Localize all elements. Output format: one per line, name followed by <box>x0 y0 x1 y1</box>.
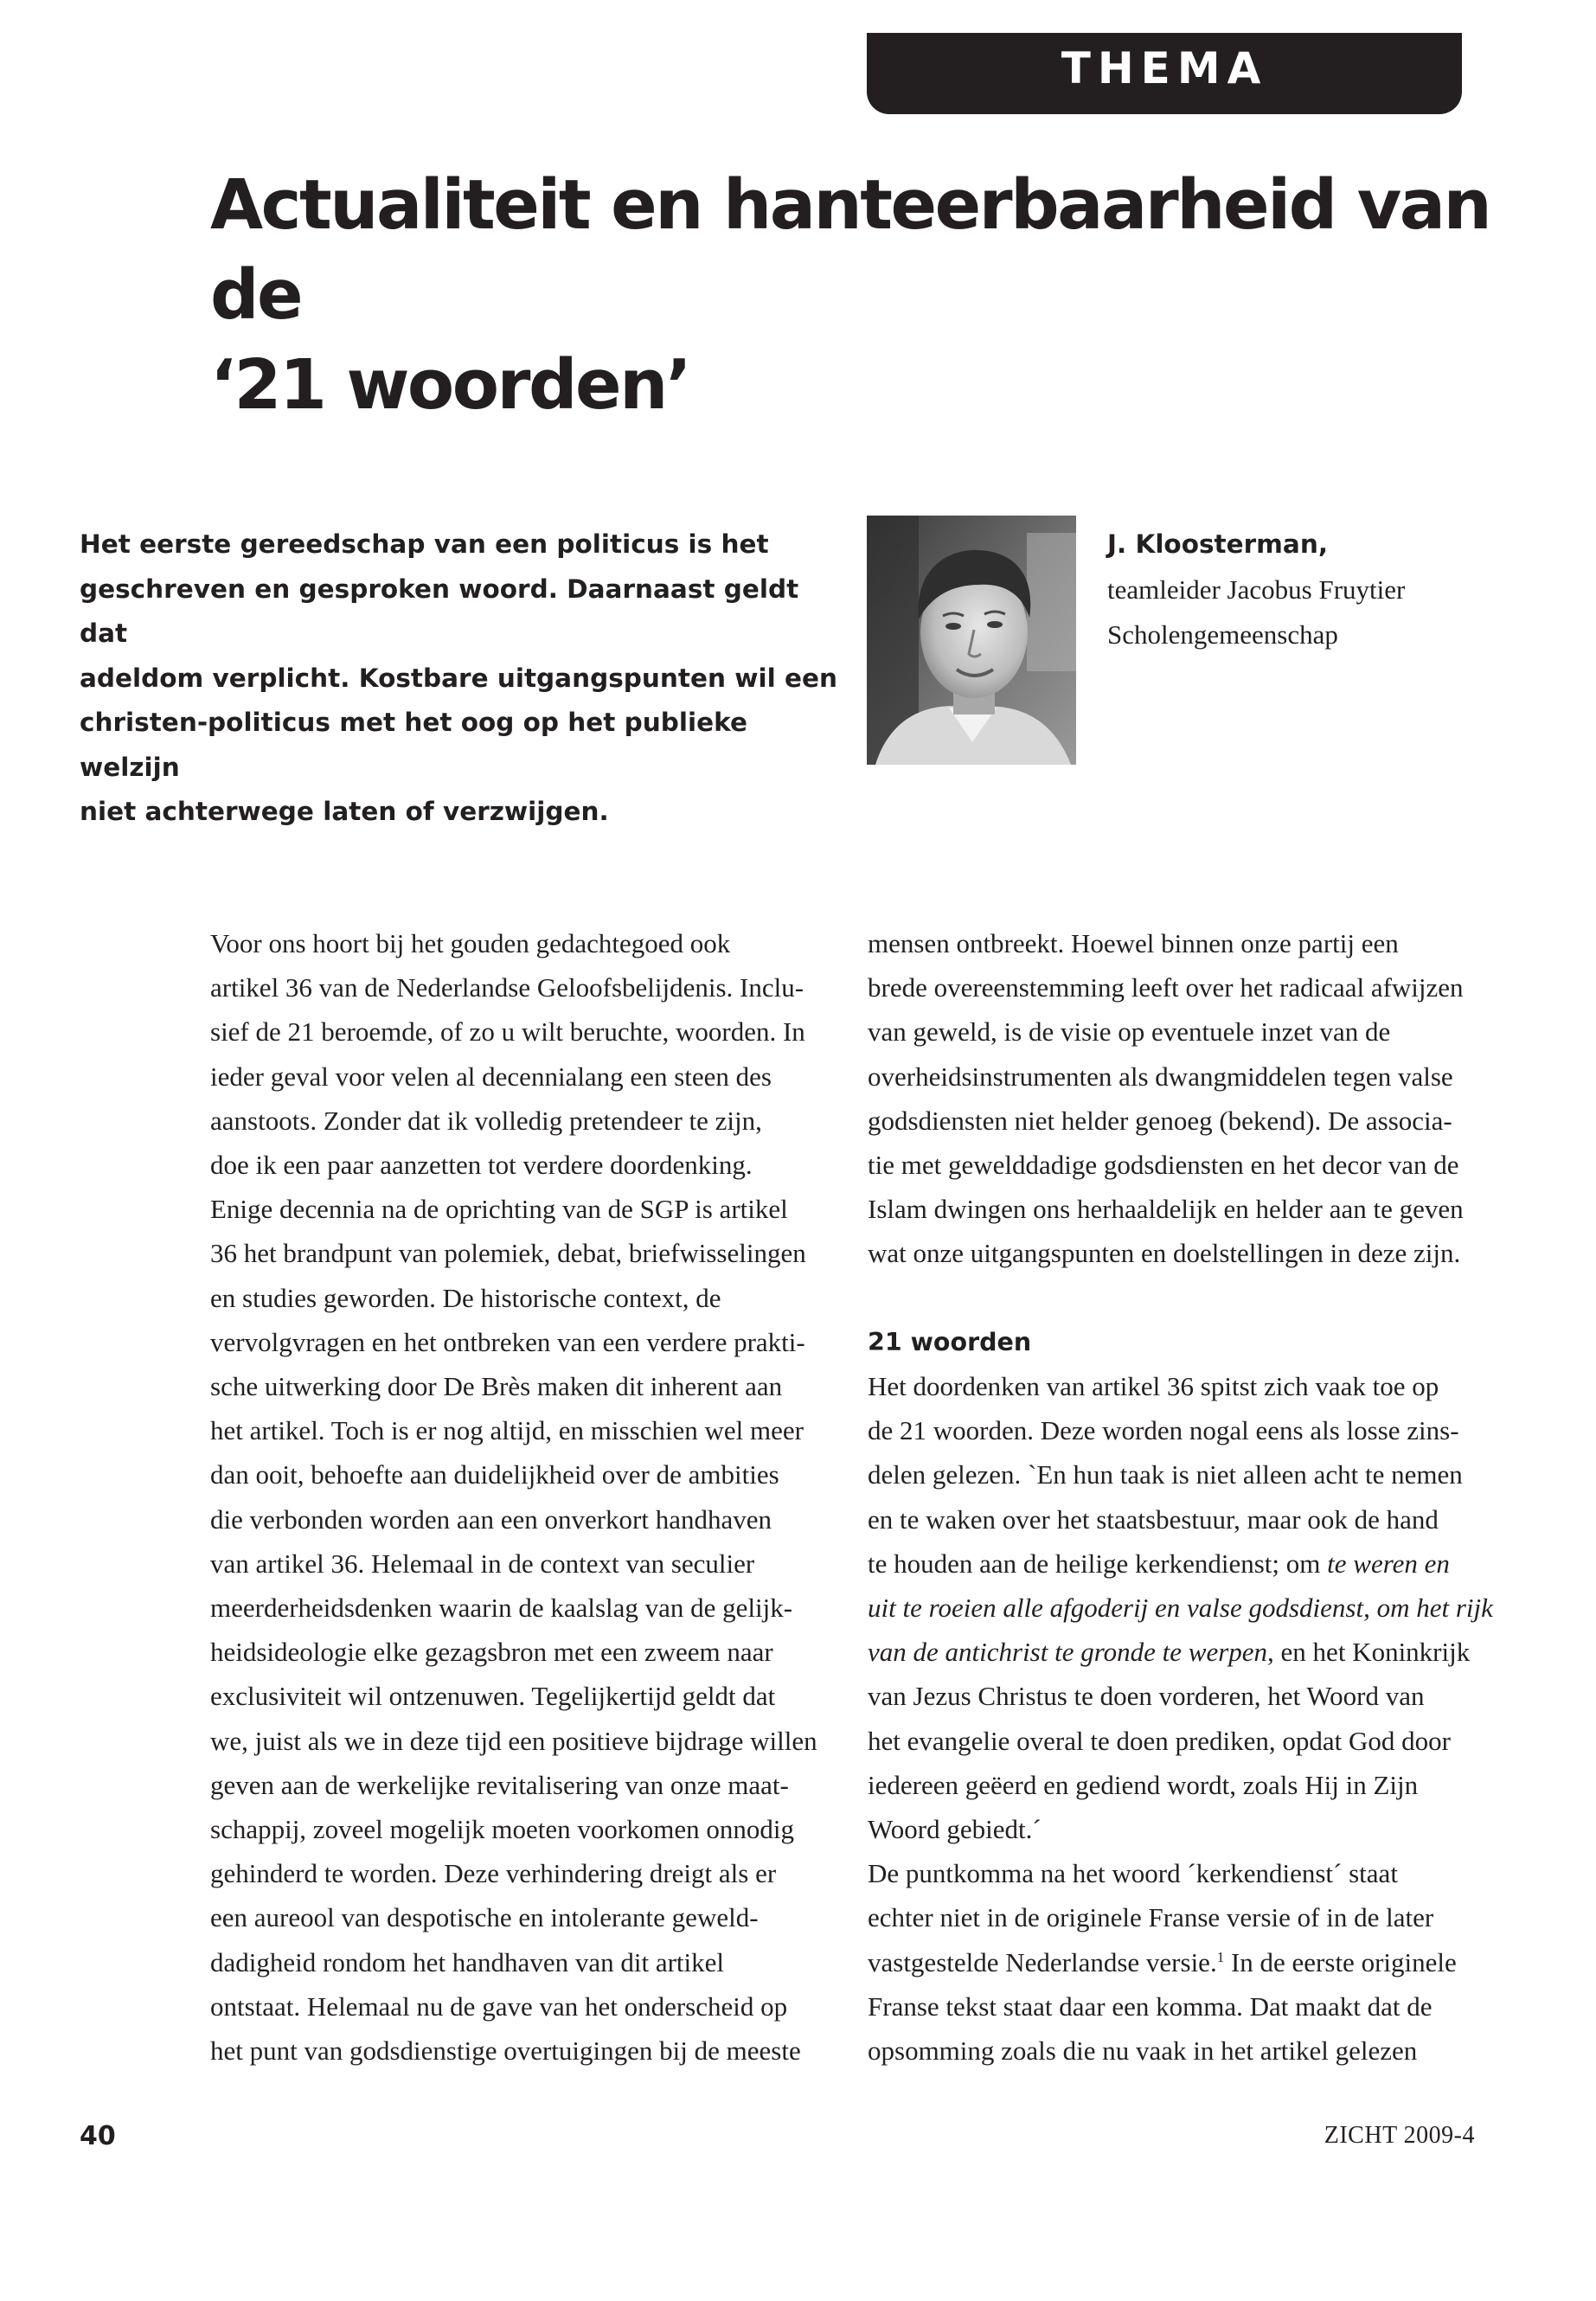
title-line-2: ‘21 woorden’ <box>210 345 690 425</box>
author-role-line: Scholengemeenschap <box>1107 619 1338 650</box>
body-line: delen gelezen. `En hun taak is niet alleen acht te nemen <box>868 1459 1463 1490</box>
body-line: Voor ons hoort bij het gouden gedachtegoed ook <box>210 928 731 958</box>
lead-paragraph <box>80 522 841 835</box>
author-photo <box>867 516 1076 765</box>
article-title <box>210 160 1490 430</box>
body-text: vastgestelde Nederlandse versie. <box>868 1946 1217 1977</box>
body-text: In de eerste originele <box>1224 1946 1457 1977</box>
author-name: J. Kloosterman, <box>1107 529 1329 559</box>
body-line: en studies geworden. De historische context, de <box>210 1282 721 1313</box>
body-line: de 21 woorden. Deze worden nogal eens als losse zins- <box>868 1415 1459 1446</box>
lead-line: christen-politicus met het oog op het publieke welzijn <box>80 708 747 782</box>
body-line: tie met gewelddadige godsdiensten en het decor van de <box>868 1150 1459 1181</box>
body-line: brede overeenstemming leeft over het radicaal afwijzen <box>868 972 1464 1003</box>
body-text: , en het Koninkrijk <box>1267 1637 1471 1668</box>
body-line: Franse tekst staat daar een komma. Dat maakt dat de <box>868 1990 1433 2022</box>
body-line: Islam dwingen ons herhaaldelijk en helder aan te geven <box>868 1194 1464 1225</box>
body-line: exclusiviteit wil ontzenuwen. Tegelijkertijd geldt dat <box>210 1681 776 1712</box>
section-heading: 21 woorden <box>868 1327 1032 1356</box>
body-line: iedereen geëerd en gediend wordt, zoals Hij in Zijn <box>868 1769 1419 1800</box>
quote-italic: te weren en <box>1327 1548 1450 1579</box>
body-line: het evangelie overal te doen prediken, opdat God door <box>868 1725 1452 1756</box>
body-line: wat onze uitgangspunten en doelstellingen in deze zijn. <box>868 1238 1461 1269</box>
body-line: dadigheid rondom het handhaven van dit artikel <box>210 1946 724 1977</box>
body-line: sief de 21 beroemde, of zo u wilt beruchte, woorden. In <box>210 1016 805 1048</box>
body-line: mensen ontbreekt. Hoewel binnen onze partij een <box>868 928 1399 958</box>
author-role <box>1107 567 1471 657</box>
body-line <box>868 1940 1473 1984</box>
body-line: doe ik een paar aanzetten tot verdere doordenking. <box>210 1150 753 1181</box>
body-line: Het doordenken van artikel 36 spitst zich vaak toe op <box>868 1371 1439 1402</box>
body-line: De puntkomma na het woord ´kerkendienst´ staat <box>868 1858 1398 1889</box>
body-line: van artikel 36. Helemaal in de context van seculier <box>210 1548 755 1579</box>
body-line: van Jezus Christus te doen vorderen, het Woord van <box>868 1681 1425 1712</box>
body-line: opsomming zoals die nu vaak in het artikel gelezen <box>868 2035 1418 2067</box>
section-tab: THEMA <box>867 33 1462 114</box>
body-line <box>868 1586 1493 1630</box>
body-line: het artikel. Toch is er nog altijd, en misschien wel meer <box>210 1415 804 1446</box>
body-line: heidsideologie elke gezagsbron met een zweem naar <box>210 1637 773 1668</box>
body-line: godsdiensten niet helder genoeg (bekend). De associa- <box>868 1105 1452 1136</box>
body-line: gehinderd te worden. Deze verhindering dreigt als er <box>210 1858 777 1889</box>
body-line: die verbonden worden aan een onverkort handhaven <box>210 1503 772 1535</box>
body-line: ieder geval voor velen al decennialang een steen des <box>210 1061 772 1092</box>
body-line <box>868 1630 1473 1674</box>
body-line: artikel 36 van de Nederlandse Geloofsbelijdenis. Inclu- <box>210 972 804 1003</box>
body-line: schappij, zoveel mogelijk moeten voorkomen onnodig <box>210 1814 794 1845</box>
body-line: ontstaat. Helemaal nu de gave van het onderscheid op <box>210 1990 788 2022</box>
body-column-left <box>210 921 816 2073</box>
body-line: vervolgvragen en het ontbreken van een verdere prakti- <box>210 1326 805 1357</box>
title-line-1: Actualiteit en hanteerbaarheid van de <box>210 165 1490 335</box>
body-line: dan ooit, behoefte aan duidelijkheid over de ambities <box>210 1459 779 1490</box>
quote-italic: uit te roeien alle afgoderij en valse godsdienst, om het rijk <box>868 1593 1493 1624</box>
body-line: geven aan de werkelijke revitalisering van onze maat- <box>210 1769 789 1800</box>
lead-line: niet achterwege laten of verzwijgen. <box>80 797 609 826</box>
body-line: we, juist als we in deze tijd een positieve bijdrage willen <box>210 1725 817 1756</box>
body-line: van geweld, is de visie op eventuele inzet van de <box>868 1016 1391 1048</box>
body-line: overheidsinstrumenten als dwangmiddelen tegen valse <box>868 1061 1453 1092</box>
body-line: het punt van godsdienstige overtuigingen bij de meeste <box>210 2035 801 2067</box>
footnote-marker[interactable]: 1 <box>1216 1948 1225 1965</box>
body-line: 36 het brandpunt van polemiek, debat, briefwisselingen <box>210 1238 806 1269</box>
author-role-line: teamleider Jacobus Fruytier <box>1107 574 1406 605</box>
body-line: echter niet in de originele Franse versie of in de later <box>868 1902 1434 1933</box>
body-line: meerderheidsdenken waarin de kaalslag van de gelijk- <box>210 1593 793 1624</box>
body-line: aanstoots. Zonder dat ik volledig pretendeer te zijn, <box>210 1105 762 1136</box>
quote-italic: van de antichrist te gronde te werpen <box>868 1637 1268 1668</box>
paragraph-spacer <box>868 1276 1473 1320</box>
page-number: 40 <box>80 2121 116 2151</box>
journal-issue: ZICHT 2009-4 <box>1324 2122 1475 2149</box>
body-line: een aureool van despotische en intolerante geweld- <box>210 1902 759 1933</box>
body-line: en te waken over het staatsbestuur, maar ook de hand <box>868 1503 1439 1535</box>
lead-line: Het eerste gereedschap van een politicus is het <box>80 529 769 559</box>
lead-line: adeldom verplicht. Kostbare uitgangspunten wil een <box>80 663 838 693</box>
lead-line: geschreven en gesproken woord. Daarnaast geldt dat <box>80 574 799 648</box>
body-line <box>868 1541 1473 1586</box>
body-column-right <box>868 921 1493 2073</box>
body-text: te houden aan de heilige kerkendienst; om <box>868 1548 1328 1579</box>
body-line: sche uitwerking door De Brès maken dit inherent aan <box>210 1371 783 1402</box>
body-line: Woord gebiedt.´ <box>868 1814 1042 1845</box>
body-line: Enige decennia na de oprichting van de SGP is artikel <box>210 1194 788 1225</box>
